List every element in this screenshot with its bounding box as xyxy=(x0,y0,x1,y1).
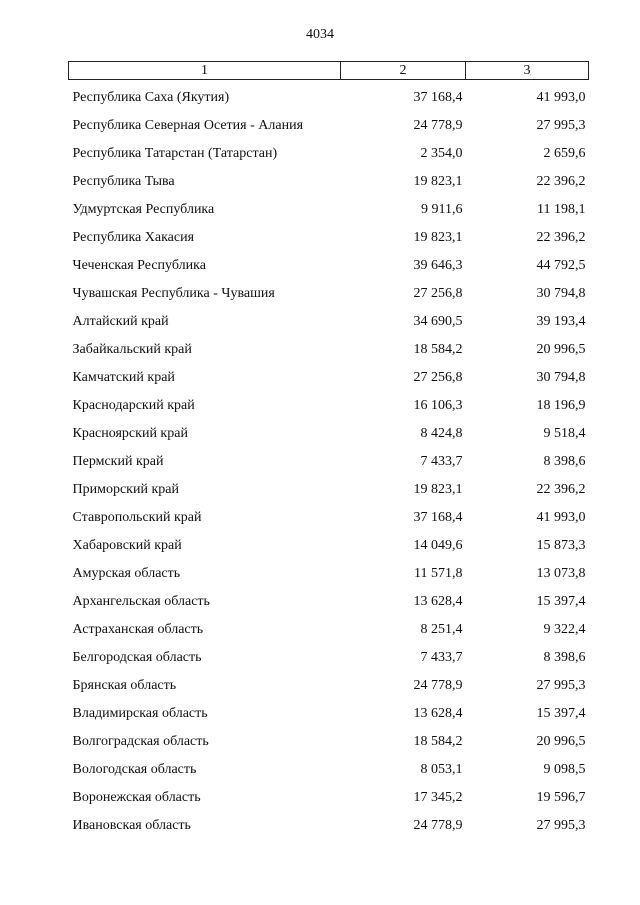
value-col-3-cell: 44 792,5 xyxy=(536,258,586,273)
value-col-2-cell: 17 345,2 xyxy=(413,790,463,805)
region-name-cell: Республика Хакасия xyxy=(72,230,195,245)
region-name-cell: Республика Саха (Якутия) xyxy=(72,90,230,105)
region-name-cell: Алтайский край xyxy=(72,314,169,329)
table-row xyxy=(69,728,589,756)
region-name-cell: Амурская область xyxy=(72,566,181,581)
table-row xyxy=(69,784,589,812)
table-row xyxy=(69,224,589,252)
value-col-3-cell: 39 193,4 xyxy=(536,314,586,329)
region-name-cell: Камчатский край xyxy=(72,370,175,385)
table-row xyxy=(69,420,589,448)
value-col-2-cell: 24 778,9 xyxy=(413,118,463,133)
region-name-cell: Воронежская область xyxy=(72,790,201,805)
value-col-3-cell: 27 995,3 xyxy=(536,818,586,833)
region-name-cell: Ставропольский край xyxy=(72,510,202,525)
value-col-3-cell: 13 073,8 xyxy=(536,566,586,581)
value-col-2-cell: 34 690,5 xyxy=(413,314,463,329)
value-col-2-cell: 14 049,6 xyxy=(413,538,463,553)
value-col-2-cell: 13 628,4 xyxy=(413,594,463,609)
region-name-cell: Республика Тыва xyxy=(72,174,175,189)
value-col-3-cell: 2 659,6 xyxy=(543,146,586,161)
value-col-3-cell: 15 397,4 xyxy=(536,706,586,721)
value-col-3-cell: 27 995,3 xyxy=(536,678,586,693)
value-col-2-cell: 19 823,1 xyxy=(413,230,463,245)
value-col-3-cell: 30 794,8 xyxy=(536,286,586,301)
region-name-cell: Удмуртская Республика xyxy=(72,202,215,217)
value-col-2-cell: 7 433,7 xyxy=(420,650,463,665)
value-col-3-cell: 41 993,0 xyxy=(536,90,586,105)
value-col-3-cell: 22 396,2 xyxy=(536,174,586,189)
region-name-cell: Республика Северная Осетия - Алания xyxy=(72,118,304,133)
table-row xyxy=(69,448,589,476)
data-table xyxy=(68,61,589,840)
value-col-3-cell: 18 196,9 xyxy=(536,398,586,413)
table-row xyxy=(69,112,589,140)
table-row xyxy=(69,476,589,504)
value-col-2-cell: 13 628,4 xyxy=(413,706,463,721)
region-name-cell: Чеченская Республика xyxy=(72,258,206,273)
value-col-2-cell: 8 053,1 xyxy=(420,762,463,777)
value-col-3-cell: 19 596,7 xyxy=(536,790,586,805)
value-col-2-cell: 8 251,4 xyxy=(420,622,463,637)
value-col-2-cell: 27 256,8 xyxy=(413,286,463,301)
region-name-cell: Вологодская область xyxy=(72,762,197,777)
region-name-cell: Астраханская область xyxy=(72,622,204,637)
value-col-3-cell: 15 873,3 xyxy=(536,538,586,553)
region-name-cell: Архангельская область xyxy=(72,594,210,609)
region-name-cell: Красноярский край xyxy=(72,426,188,441)
region-name-cell: Ивановская область xyxy=(72,818,191,833)
table-row xyxy=(69,280,589,308)
table-row xyxy=(69,364,589,392)
region-name-cell: Хабаровский край xyxy=(72,538,182,553)
value-col-3-cell: 15 397,4 xyxy=(536,594,586,609)
table-row xyxy=(69,812,589,840)
table-row xyxy=(69,196,589,224)
value-col-3-cell: 11 198,1 xyxy=(537,202,586,217)
value-col-3-cell: 30 794,8 xyxy=(536,370,586,385)
value-col-3-cell: 27 995,3 xyxy=(536,118,586,133)
value-col-3-cell: 20 996,5 xyxy=(536,734,586,749)
table-row xyxy=(69,672,589,700)
value-col-3-cell: 20 996,5 xyxy=(536,342,586,357)
value-col-3-cell: 8 398,6 xyxy=(543,454,586,469)
value-col-3-cell: 41 993,0 xyxy=(536,510,586,525)
value-col-3-cell: 8 398,6 xyxy=(543,650,586,665)
header-col-3: 3 xyxy=(466,62,589,80)
value-col-2-cell: 19 823,1 xyxy=(413,482,463,497)
table-row xyxy=(69,504,589,532)
value-col-2-cell: 18 584,2 xyxy=(413,342,463,357)
region-name-cell: Пермский край xyxy=(72,454,164,469)
value-col-2-cell: 24 778,9 xyxy=(413,818,463,833)
region-name-cell: Владимирская область xyxy=(72,706,208,721)
header-col-2: 2 xyxy=(341,62,466,80)
value-col-2-cell: 11 571,8 xyxy=(414,566,463,581)
value-col-2-cell: 18 584,2 xyxy=(413,734,463,749)
region-name-cell: Приморский край xyxy=(72,482,179,497)
value-col-3-cell: 9 518,4 xyxy=(543,426,586,441)
region-name-cell: Брянская область xyxy=(72,678,177,693)
table-row xyxy=(69,140,589,168)
table-row xyxy=(69,308,589,336)
region-name-cell: Забайкальский край xyxy=(72,342,192,357)
header-row xyxy=(69,62,589,80)
table-row xyxy=(69,336,589,364)
table-row xyxy=(69,168,589,196)
table-row xyxy=(69,392,589,420)
value-col-2-cell: 9 911,6 xyxy=(421,202,463,217)
table-row xyxy=(69,616,589,644)
table-row xyxy=(69,560,589,588)
value-col-2-cell: 8 424,8 xyxy=(420,426,463,441)
table-row xyxy=(69,588,589,616)
value-col-3-cell: 22 396,2 xyxy=(536,230,586,245)
table-header xyxy=(69,62,589,80)
value-col-3-cell: 9 098,5 xyxy=(543,762,586,777)
value-col-2-cell: 16 106,3 xyxy=(413,398,463,413)
region-name-cell: Республика Татарстан (Татарстан) xyxy=(72,146,278,161)
value-col-2-cell: 7 433,7 xyxy=(420,454,463,469)
region-name-cell: Белгородская область xyxy=(72,650,202,665)
table-body xyxy=(69,80,589,841)
region-name-cell: Чувашская Республика - Чувашия xyxy=(72,286,275,301)
value-col-2-cell: 37 168,4 xyxy=(413,510,463,525)
value-col-2-cell: 24 778,9 xyxy=(413,678,463,693)
table-row xyxy=(69,756,589,784)
value-col-2-cell: 39 646,3 xyxy=(413,258,463,273)
header-col-1: 1 xyxy=(69,62,341,80)
value-col-2-cell: 37 168,4 xyxy=(413,90,463,105)
table-row xyxy=(69,532,589,560)
region-name-cell: Волгоградская область xyxy=(72,734,209,749)
table-row xyxy=(69,700,589,728)
value-col-3-cell: 9 322,4 xyxy=(543,622,586,637)
region-name-cell: Краснодарский край xyxy=(72,398,195,413)
page-number: 4034 xyxy=(306,27,334,42)
value-col-3-cell: 22 396,2 xyxy=(536,482,586,497)
value-col-2-cell: 2 354,0 xyxy=(420,146,463,161)
table-row xyxy=(69,644,589,672)
table-row xyxy=(69,80,589,113)
table-row xyxy=(69,252,589,280)
value-col-2-cell: 19 823,1 xyxy=(413,174,463,189)
value-col-2-cell: 27 256,8 xyxy=(413,370,463,385)
